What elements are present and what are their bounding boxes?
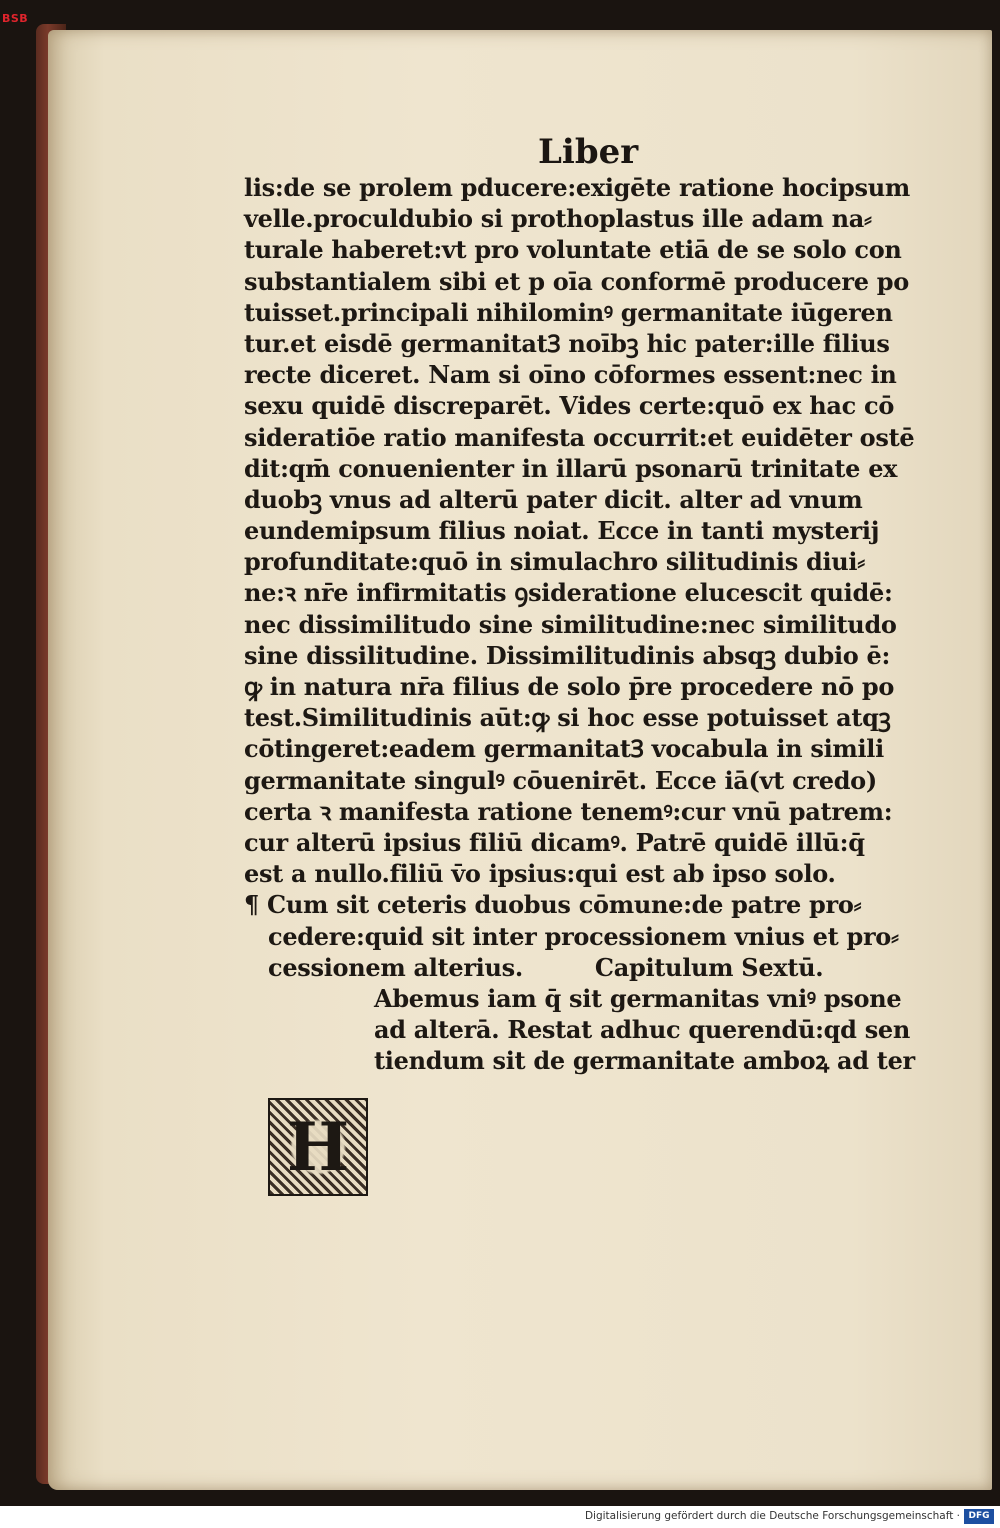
initial-letter: H [270,1100,366,1194]
chapter-heading-line: ¶ Cum sit ceteris duobus cōmune:de patre pro⸗ [244,890,862,920]
text-line: profunditate:quō in simulachro silitudinis diui⸗ [244,547,865,577]
text-line: certa ꝛ manifesta ratione tenemꝰ:cur vnū patrem: [244,796,893,826]
text-block [244,172,944,1076]
text-line: est a nullo.filiū v̄o ipsius:qui est ab ipso solo. [244,859,836,889]
text-line: nec dissimilitudo sine similitudine:nec similitudo [244,609,897,639]
text-line: tiendum sit de germanitate amboꝝ ad ter [374,1046,915,1076]
text-line: velle.proculdubio si prothoplastus ille adam na⸗ [244,204,872,234]
funding-credit: Digitalisierung gefördert durch die Deutsche Forschungsgemeinschaft · [584,1510,960,1522]
text-line: Abemus iam q̄ sit germanitas vniꝰ psone [374,983,902,1013]
text-line: tur.et eisdē germanitatꝪ noībꝫ hic pater:ille filius [244,328,890,358]
text-line: germanitate singulꝰ cōuenirēt. Ecce iā(vt credo) [244,765,877,795]
footer [0,1506,1000,1528]
chapter-heading-line [244,952,944,983]
text-line: duobꝫ vnus ad alterū pater dicit. alter ad vnum [244,484,863,514]
ornamental-initial [268,1098,368,1196]
text-line: sexu quidē discreparēt. Vides certe:quō ex hac cō [244,391,895,421]
chapter-heading-line: cedere:quid sit inter processionem vnius et pro⸗ [268,921,899,951]
text-line: turale haberet:vt pro voluntate etiā de se solo con [244,235,902,265]
text-line: tuisset.principali nihilominꝰ germanitate iūgeren [244,297,893,327]
text-line: dit:qm̄ conuenienter in illarū psonarū trinitate ex [244,453,898,483]
text-line: ad alterā. Restat adhuc querendū:qd sen [374,1015,911,1045]
text-line: sideratiōe ratio manifesta occurrit:et euidēter ostē [244,422,915,452]
text-line: cōtingeret:eadem germanitatꝪ vocabula in simili [244,734,884,764]
text-line: sine dissilitudine. Dissimilitudinis absqꝫ dubio ē: [244,640,891,670]
text-line: ꝙ in natura nr̄a filius de solo p̄re procedere nō po [244,672,895,701]
text-line: ne:ꝛ nr̄e infirmitatis ꝯsideratione elucescit quidē: [244,578,893,608]
running-header: Liber [538,132,639,172]
dfg-logo: DFG [964,1509,994,1524]
chapter-heading-last: cessionem alterius. [268,952,523,982]
chapter-label: Capitulum Sextū. [594,952,824,982]
text-line: lis:de se prolem pducere:exigēte ratione hocipsum [244,173,910,202]
text-line: test.Similitudinis aūt:ꝙ si hoc esse potuisset atqꝫ [244,703,891,733]
text-line: substantialem sibi et p oīa conformē producere po [244,266,909,296]
text-line: eundemipsum filius noiat. Ecce in tanti mysterij [244,516,880,546]
bsb-logo: BSB [2,12,29,25]
text-line: recte diceret. Nam si oīno cōformes essent:nec in [244,360,897,390]
text-line: cur alterū ipsius filiū dicamꝰ. Patrē quidē illū:q̄ [244,827,865,857]
